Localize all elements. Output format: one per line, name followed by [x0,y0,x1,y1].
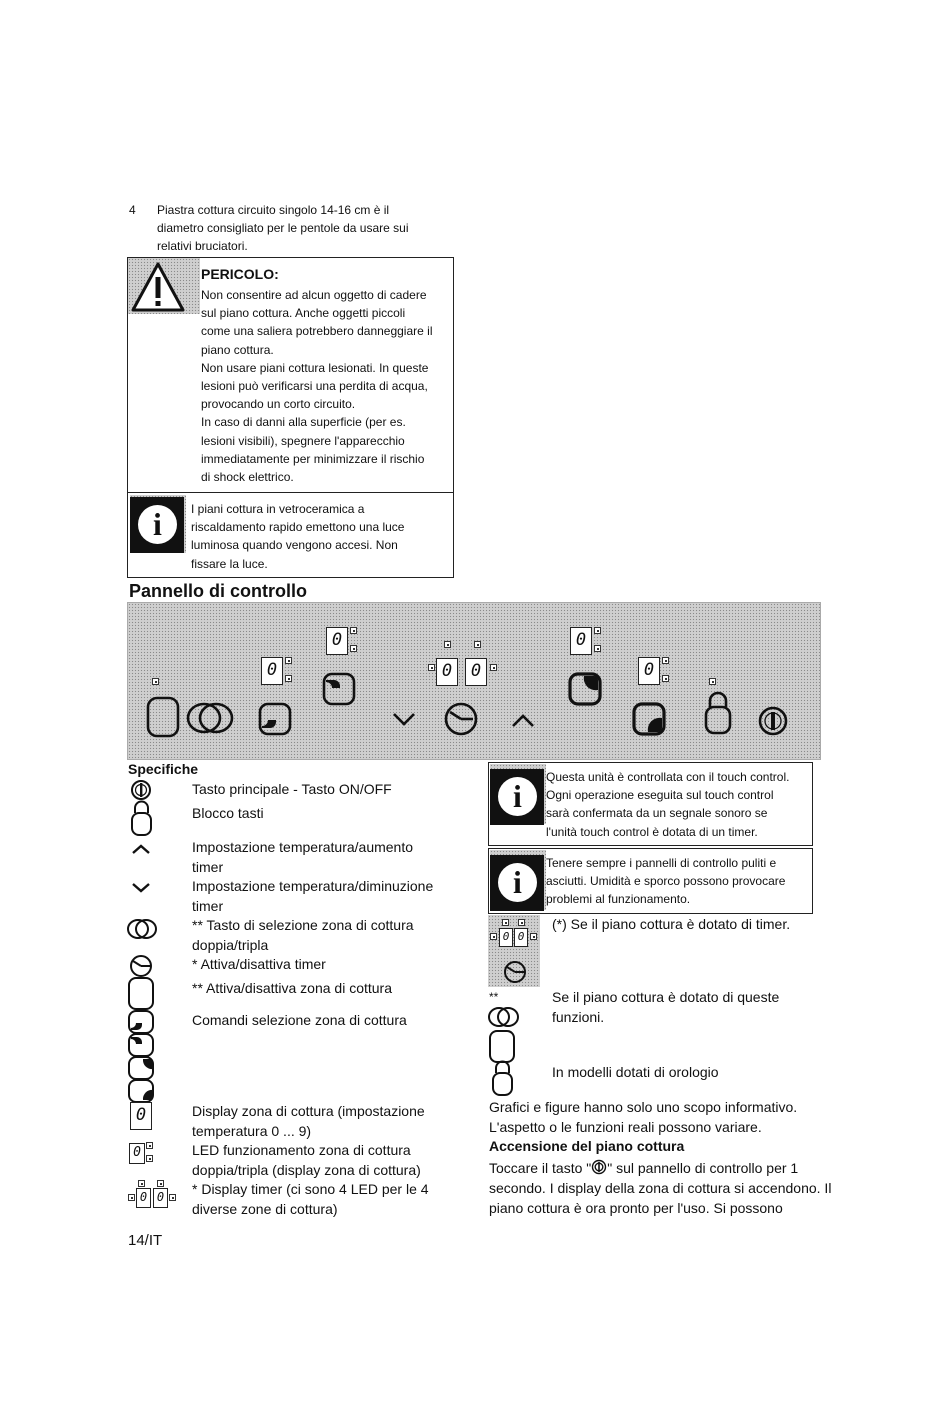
danger-line: immediatamente per minimizzare il rischio [201,451,425,466]
danger-box [127,257,454,493]
panel-title: Pannello di controllo [129,581,308,601]
info-glyph: i [138,505,177,544]
control-buttons [128,603,822,761]
danger-title: PERICOLO: [201,266,279,282]
spec-item-lock: Blocco tasti [192,805,264,821]
spec-item-increase: Impostazione temperatura/aumento [192,839,414,855]
spec-item-zone-toggle: ** Attiva/disattiva zona di cottura [192,980,392,996]
zone-toggle-button-icon [148,698,178,736]
info-icon [130,497,184,553]
power-icon [591,1159,607,1175]
spec-item-zone-display: Display zona di cottura (impostazione [192,1103,425,1119]
timer-display: 0 [465,658,487,686]
spec-item-decrease: Impostazione temperatura/diminuzione [192,878,434,894]
warning-triangle-icon [130,261,186,313]
chevron-up-icon [133,846,149,853]
page-number: 14/IT [128,1232,163,1249]
switch-on-text: " sul pannello di controllo per 1 [607,1160,799,1176]
info-box-clean-panels [488,848,813,914]
lock-icon [493,1073,512,1095]
info-line: sarà confermata da un segnale sonoro se [546,806,768,821]
zone-select-button-icon [324,674,354,704]
spec-timer-led [169,1194,176,1201]
info-box-light [127,492,454,578]
timer-led [518,919,525,926]
timer-icon [502,959,528,985]
plus-chevron-icon [513,716,533,726]
spec-item-decrease: timer [192,897,224,914]
zone-display: 0 [638,657,660,685]
danger-line: lesioni può verificarsi una perdita di acqua, [201,379,428,393]
timer-display: 0 [514,928,528,947]
info-line: l'unità touch control è dotata di un timer. [546,824,758,839]
spec-item-timer-display: diverse zone di cottura) [192,1200,338,1217]
spec-item-zone-select: Comandi selezione zona di cottura [192,1012,407,1028]
danger-line: In caso di danni alla superficie (per es. [201,415,406,430]
spec-item-timer-display: * Display timer (ci sono 4 LED per le 4 [192,1181,429,1197]
spec-item-zone-led: LED funzionamento zona di cottura [192,1142,411,1158]
double-star-note: ** [489,990,499,1004]
spec-item-dual-zone: ** Tasto di selezione zona di cottura [192,917,414,933]
spec-timer-led [157,1180,164,1187]
info-box-touch-control [488,762,813,846]
minus-chevron-icon [394,714,414,724]
switch-on-line: piano cottura è ora pronto per l'uso. Si possono [489,1199,783,1216]
info-line: asciutti. Umidità e sporco possono provocare [546,874,786,889]
danger-line: come una saliera potrebbero danneggiare il [201,324,433,339]
info-icon [490,769,544,825]
chevron-down-icon [133,884,149,891]
spec-item-zone-display: temperatura 0 ... 9) [192,1122,312,1139]
spec-led [146,1155,153,1162]
info-line: I piani cottura in vetroceramica a [191,502,365,516]
timer-led [502,919,509,926]
info-line: problemi al funzionamento. [546,892,691,907]
spec-timer-led [138,1180,145,1187]
timer-display: 0 [436,658,458,686]
spec-timer-display-icon: 0 [136,1188,151,1208]
spec-led [146,1142,153,1149]
info-line: Questa unità è controllata con il touch control. [546,770,790,784]
info-line: Tenere sempre i pannelli di controllo puliti e [546,856,777,870]
switch-on-line [489,1159,798,1179]
danger-line: Non consentire ad alcun oggetto di cadere [201,288,427,302]
spec-timer-led [128,1194,135,1201]
timer-note: (*) Se il piano cottura è dotato di timer. [552,916,791,932]
list-line: diametro consigliato per le pentole da usare sui [157,221,409,236]
control-panel-illustration [127,602,821,760]
info-line: fissare la luce. [191,556,268,571]
spec-timer-display-icon: 0 [153,1188,168,1208]
danger-line: provocando un corto circuito. [201,397,356,412]
danger-line: di shock elettrico. [201,470,294,484]
timer-led [530,933,537,940]
spec-zone-display-icon: 0 [130,1102,152,1130]
info-glyph: i [498,777,537,816]
zone-display: 0 [570,627,592,655]
disclaimer-line: L'aspetto o le funzioni reali possono variare. [489,1118,762,1135]
zone-toggle-icon [490,1031,514,1062]
timer-display: 0 [499,928,513,947]
spec-item-zone-led: doppia/tripla (display zona di cottura) [192,1161,421,1178]
danger-line: Non usare piani cottura lesionati. In queste [201,360,429,375]
list-number: 4 [129,203,136,217]
function-icons [486,1003,526,1103]
danger-line: sul piano cottura. Anche oggetti piccoli [201,306,406,321]
spec-item-power: Tasto principale - Tasto ON/OFF [192,781,392,797]
switch-on-text: Toccare il tasto " [489,1160,592,1176]
danger-line: lesioni visibili), spegnere l'apparecchio [201,433,405,448]
switch-on-title: Accensione del piano cottura [489,1138,685,1154]
spec-item-increase: timer [192,858,224,875]
function-note-line: Se il piano cottura è dotato di queste [552,989,780,1005]
disclaimer-line: Grafici e figure hanno solo uno scopo informativo. [489,1099,798,1115]
function-note-line: funzioni. [552,1008,605,1025]
lock-button-icon [706,707,730,733]
list-line: Piastra cottura circuito singolo 14-16 cm è il [157,203,390,217]
spec-zone-led-display-icon: 0 [129,1143,145,1164]
info-line: riscaldamento rapido emettono una luce [191,520,405,535]
info-icon [490,855,544,911]
spec-item-timer: * Attiva/disattiva timer [192,956,326,972]
list-line: relativi bruciatori. [157,239,248,254]
zone-toggle-icon [129,978,153,1009]
clock-note: In modelli dotati di orologio [552,1064,719,1080]
zone-display: 0 [326,627,348,655]
danger-line: piano cottura. [201,342,274,357]
info-glyph: i [498,863,537,902]
info-line: luminosa quando vengono accesi. Non [191,538,398,553]
zone-display: 0 [261,657,283,685]
spec-item-dual-zone: doppia/tripla [192,936,269,953]
specs-title: Specifiche [128,761,199,777]
info-line: Ogni operazione eseguita sul touch control [546,788,774,803]
lock-icon [132,813,151,835]
timer-led [490,933,497,940]
switch-on-line: secondo. I display della zona di cottura si accendono. Il [489,1180,832,1196]
zone-select-button-icon [260,704,290,734]
timer-illustration [488,915,540,987]
